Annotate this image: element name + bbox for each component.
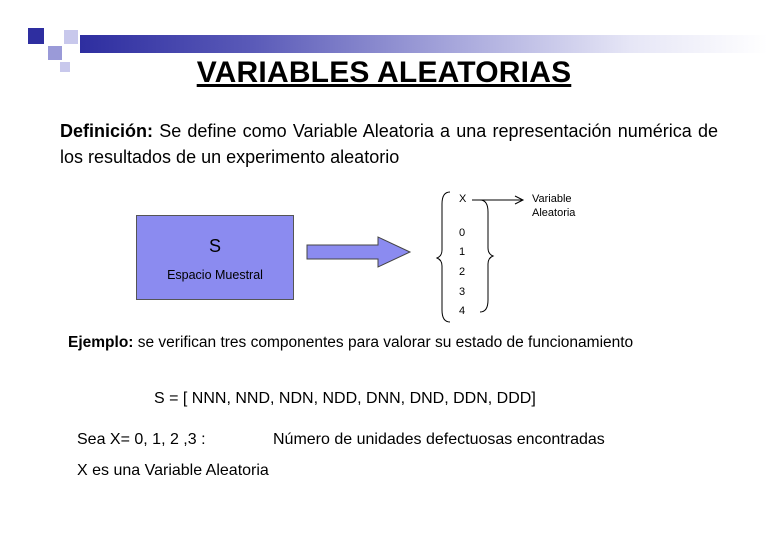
- header-gradient-bar: [80, 35, 768, 53]
- left-brace: [437, 192, 450, 322]
- decor-square: [28, 28, 44, 44]
- definition-text: Se define como Variable Aleatoria a una representación numérica de los resultados de un experimento aleatorio: [60, 121, 718, 167]
- mapping-arrow: [306, 236, 412, 268]
- values-braces: [436, 190, 506, 324]
- variable-symbol: X: [459, 193, 467, 205]
- value-item: 1: [459, 246, 466, 258]
- sample-space-set: S = [ NNN, NND, NDN, NDD, DNN, DND, DDN, DDD]: [154, 390, 536, 407]
- value-item: 3: [459, 286, 466, 298]
- sample-space-letter: S: [208, 236, 221, 256]
- definition-paragraph: [60, 118, 718, 170]
- variable-label-line2: Aleatoria: [532, 207, 576, 219]
- value-item: 0: [459, 227, 466, 239]
- value-item: 2: [459, 266, 466, 278]
- sample-space-caption: Espacio Muestral: [167, 268, 263, 282]
- definition-label: Definición:: [60, 121, 153, 141]
- variable-label-line1: Variable: [532, 193, 572, 205]
- conclusion-line: X es una Variable Aleatoria: [77, 462, 269, 479]
- sea-x-line: Sea X= 0, 1, 2 ,3 :: [77, 431, 206, 448]
- example-label: Ejemplo:: [68, 334, 134, 351]
- sample-space-box: [136, 215, 294, 300]
- variable-arrow: [470, 194, 530, 206]
- slide-title: VARIABLES ALEATORIAS: [196, 56, 572, 89]
- example-text: se verifican tres componentes para valorar su estado de funcionamiento: [133, 334, 634, 351]
- value-item: 4: [459, 305, 466, 317]
- x-meaning: Número de unidades defectuosas encontradas: [273, 431, 605, 448]
- decor-square: [64, 30, 78, 44]
- right-brace: [480, 200, 493, 312]
- example-paragraph: [68, 334, 633, 352]
